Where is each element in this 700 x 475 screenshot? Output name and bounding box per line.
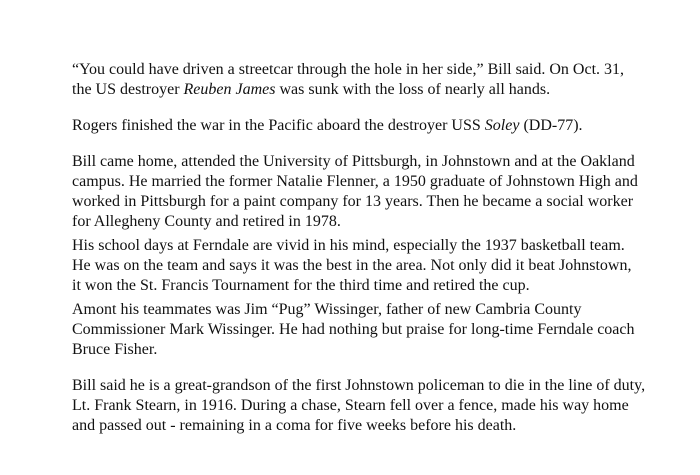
text-run: Rogers finished the war in the Pacific aboard the destroyer USS xyxy=(72,117,485,134)
paragraph-uss-soley xyxy=(72,116,583,136)
paragraph-reuben-james xyxy=(72,60,624,100)
paragraph-after-war xyxy=(72,152,638,232)
text-run: “You could have driven a streetcar through the hole in her side,” Bill said. On Oct. 31, xyxy=(72,61,625,78)
text-run: was sunk with the loss of nearly all hands. xyxy=(275,81,551,98)
text-run: campus. He married the former Natalie Flenner, a 1950 graduate of Johnstown High and xyxy=(72,173,638,190)
text-run: Lt. Frank Stearn, in 1916. During a chase, Stearn fell over a fence, made his way home xyxy=(72,397,629,414)
text-line xyxy=(72,192,638,212)
text-line xyxy=(72,340,635,360)
text-run: for Allegheny County and retired in 1978. xyxy=(72,213,341,230)
text-run: (DD-77). xyxy=(519,117,583,134)
text-line xyxy=(72,236,631,256)
italic-ship-name: Soley xyxy=(484,117,520,134)
text-line xyxy=(72,416,645,436)
text-line xyxy=(72,276,631,296)
text-line xyxy=(72,172,638,192)
text-line xyxy=(72,116,583,136)
text-run: it won the St. Francis Tournament for the third time and retired the cup. xyxy=(72,277,530,294)
text-line xyxy=(72,212,638,232)
text-line xyxy=(72,60,624,80)
text-line xyxy=(72,396,645,416)
text-line xyxy=(72,320,635,340)
text-run: worked in Pittsburgh for a paint company for 13 years. Then he became a social worker xyxy=(72,193,634,210)
text-run: His school days at Ferndale are vivid in his mind, especially the 1937 basketball team. xyxy=(72,237,625,254)
text-line xyxy=(72,80,624,100)
text-run: Bruce Fisher. xyxy=(72,341,158,358)
text-line xyxy=(72,376,645,396)
text-line xyxy=(72,152,638,172)
text-run: Bill said he is a great-grandson of the first Johnstown policeman to die in the line of duty, xyxy=(72,377,646,394)
text-run: Bill came home, attended the University of Pittsburgh, in Johnstown and at the Oakland xyxy=(72,153,635,170)
text-run: Amont his teammates was Jim “Pug” Wissinger, father of new Cambria County xyxy=(72,301,582,318)
text-run: Commissioner Mark Wissinger. He had nothing but praise for long-time Ferndale coach xyxy=(72,321,635,338)
text-line xyxy=(72,300,635,320)
text-line xyxy=(72,256,631,276)
text-run: and passed out - remaining in a coma for five weeks before his death. xyxy=(72,417,517,434)
paragraph-teammates xyxy=(72,300,635,360)
paragraph-great-grandson xyxy=(72,376,645,436)
paragraph-ferndale-basketball xyxy=(72,236,631,296)
italic-ship-name: Reuben James xyxy=(183,81,276,98)
text-run: He was on the team and says it was the best in the area. Not only did it beat Johnstown, xyxy=(72,257,632,274)
text-run: the US destroyer xyxy=(72,81,184,98)
